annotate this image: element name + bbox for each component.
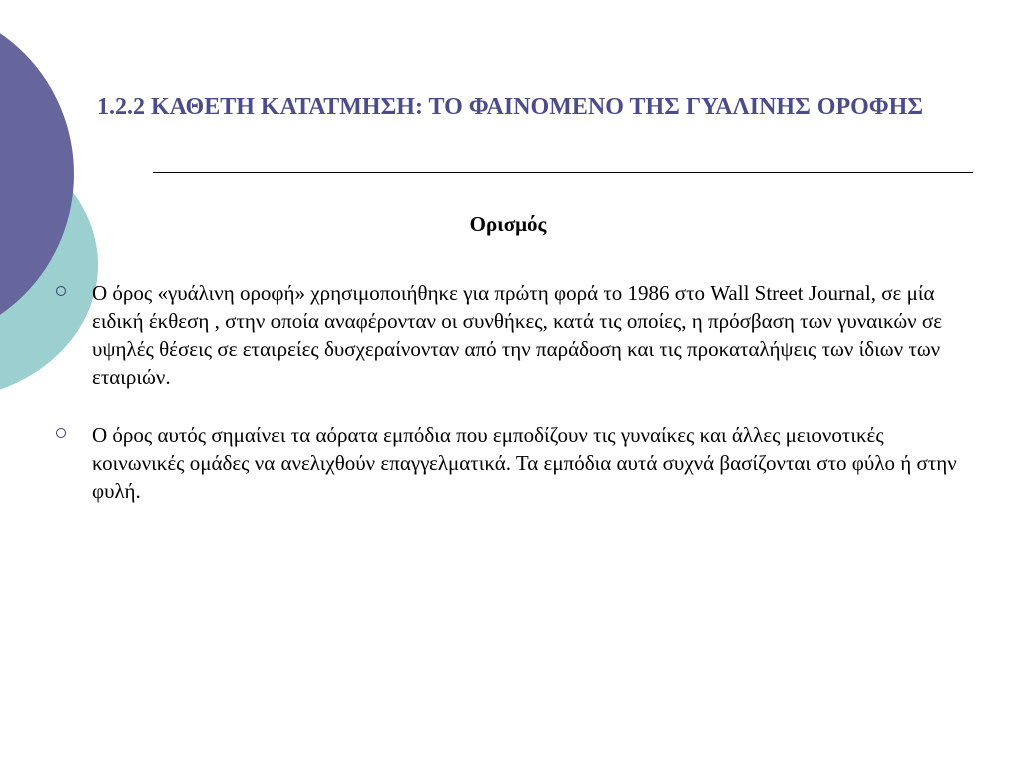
hollow-circle-bullet-icon [56,428,66,438]
bullet-text: Ο όρος «γυάλινη οροφή» χρησιμοποιήθηκε για πρώτη φορά το 1986 στο Wall Street Journal, σε μία ειδική έκθεση , στην οποία αναφέρονταν οι συνθήκες, κατά τις οποίες, η πρόσβαση των γυναικών σε υψηλές θέσεις σε εταιρείες δυσχεραίνονταν από την παράδοση και τις προκαταλήψεις των ίδιων των εταιριών. [92,281,943,389]
bullet-text: Ο όρος αυτός σημαίνει τα αόρατα εμπόδια που εμποδίζουν τις γυναίκες και άλλες μειονοτικές κοινωνικές ομάδες να ανελιχθούν επαγγελματικά. Τα εμπόδια αυτά συχνά βασίζονται στο φύλο ή στην φυλή. [92,423,957,503]
slide-title: 1.2.2 ΚΑΘΕΤΗ ΚΑΤΑΤΜΗΣΗ: ΤΟ ΦΑΙΝΟΜΕΝΟ ΤΗΣ ΓΥΑΛΙΝΗΣ ΟΡΟΦΗΣ [96,94,924,120]
hollow-circle-bullet-icon [56,286,66,296]
title-divider [153,172,973,173]
section-heading: Ορισμός [469,212,547,236]
bullet-item-2 [55,421,975,505]
bullet-list [55,279,975,535]
bullet-item-1 [55,279,975,391]
